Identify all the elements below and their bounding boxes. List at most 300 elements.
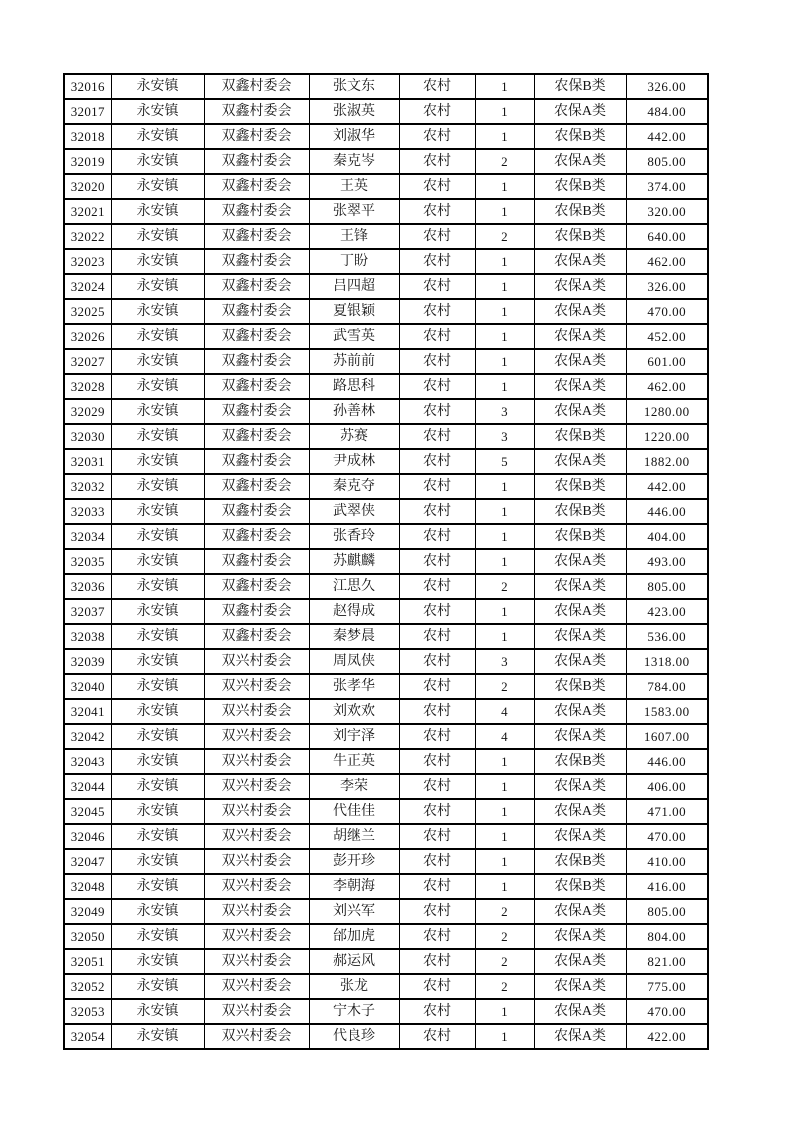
row-id-cell: 32020 [64,174,111,199]
town-cell: 永安镇 [111,899,204,924]
person-count-cell: 4 [475,699,534,724]
person-count-cell: 1 [475,549,534,574]
village-committee-cell: 双鑫村委会 [204,599,309,624]
table-row [64,299,708,324]
person-name-cell: 秦克夺 [309,474,399,499]
town-cell: 永安镇 [111,74,204,99]
person-name-cell: 胡继兰 [309,824,399,849]
person-name-cell: 张文东 [309,74,399,99]
village-committee-cell: 双鑫村委会 [204,524,309,549]
town-cell: 永安镇 [111,924,204,949]
village-committee-cell: 双鑫村委会 [204,174,309,199]
village-committee-cell: 双鑫村委会 [204,124,309,149]
amount-cell: 805.00 [626,149,708,174]
person-name-cell: 赵得成 [309,599,399,624]
town-cell: 永安镇 [111,274,204,299]
row-id-cell: 32032 [64,474,111,499]
category-cell: 农村 [399,499,475,524]
row-id-cell: 32036 [64,574,111,599]
category-cell: 农村 [399,674,475,699]
insurance-type-cell: 农保B类 [534,224,626,249]
village-committee-cell: 双鑫村委会 [204,249,309,274]
town-cell: 永安镇 [111,99,204,124]
category-cell: 农村 [399,949,475,974]
row-id-cell: 32052 [64,974,111,999]
amount-cell: 601.00 [626,349,708,374]
person-name-cell: 宁木子 [309,999,399,1024]
person-count-cell: 1 [475,299,534,324]
amount-cell: 404.00 [626,524,708,549]
village-committee-cell: 双鑫村委会 [204,324,309,349]
town-cell: 永安镇 [111,1024,204,1049]
amount-cell: 1882.00 [626,449,708,474]
town-cell: 永安镇 [111,624,204,649]
insurance-type-cell: 农保A类 [534,924,626,949]
village-committee-cell: 双鑫村委会 [204,449,309,474]
row-id-cell: 32051 [64,949,111,974]
table-row [64,524,708,549]
row-id-cell: 32046 [64,824,111,849]
town-cell: 永安镇 [111,249,204,274]
amount-cell: 326.00 [626,274,708,299]
town-cell: 永安镇 [111,374,204,399]
insurance-type-cell: 农保A类 [534,349,626,374]
table-row [64,649,708,674]
table-row [64,999,708,1024]
village-committee-cell: 双鑫村委会 [204,224,309,249]
insurance-type-cell: 农保B类 [534,424,626,449]
amount-cell: 462.00 [626,374,708,399]
town-cell: 永安镇 [111,424,204,449]
insurance-type-cell: 农保B类 [534,849,626,874]
amount-cell: 470.00 [626,999,708,1024]
town-cell: 永安镇 [111,174,204,199]
amount-cell: 470.00 [626,299,708,324]
category-cell: 农村 [399,324,475,349]
category-cell: 农村 [399,174,475,199]
table-row [64,949,708,974]
person-name-cell: 丁盼 [309,249,399,274]
amount-cell: 446.00 [626,499,708,524]
person-name-cell: 苏麒麟 [309,549,399,574]
row-id-cell: 32026 [64,324,111,349]
person-count-cell: 1 [475,624,534,649]
category-cell: 农村 [399,1024,475,1049]
town-cell: 永安镇 [111,474,204,499]
person-name-cell: 刘兴军 [309,899,399,924]
town-cell: 永安镇 [111,349,204,374]
village-committee-cell: 双鑫村委会 [204,274,309,299]
amount-cell: 1280.00 [626,399,708,424]
table-row [64,174,708,199]
village-committee-cell: 双兴村委会 [204,899,309,924]
insurance-type-cell: 农保A类 [534,99,626,124]
town-cell: 永安镇 [111,224,204,249]
insurance-type-cell: 农保A类 [534,324,626,349]
person-name-cell: 王英 [309,174,399,199]
row-id-cell: 32054 [64,1024,111,1049]
insurance-type-cell: 农保A类 [534,974,626,999]
person-count-cell: 1 [475,349,534,374]
person-name-cell: 孙善林 [309,399,399,424]
category-cell: 农村 [399,474,475,499]
amount-cell: 442.00 [626,474,708,499]
person-name-cell: 夏银颖 [309,299,399,324]
town-cell: 永安镇 [111,324,204,349]
person-count-cell: 1 [475,374,534,399]
category-cell: 农村 [399,124,475,149]
table-row [64,499,708,524]
category-cell: 农村 [399,824,475,849]
table-body [64,74,708,1049]
insurance-type-cell: 农保A类 [534,599,626,624]
row-id-cell: 32041 [64,699,111,724]
row-id-cell: 32039 [64,649,111,674]
insurance-type-cell: 农保A类 [534,824,626,849]
person-count-cell: 1 [475,799,534,824]
person-name-cell: 代良珍 [309,1024,399,1049]
table-row [64,474,708,499]
row-id-cell: 32027 [64,349,111,374]
person-name-cell: 张香玲 [309,524,399,549]
insurance-type-cell: 农保A类 [534,399,626,424]
category-cell: 农村 [399,724,475,749]
person-count-cell: 1 [475,99,534,124]
village-committee-cell: 双兴村委会 [204,699,309,724]
table-row [64,349,708,374]
category-cell: 农村 [399,74,475,99]
table-row [64,374,708,399]
town-cell: 永安镇 [111,874,204,899]
table-row [64,74,708,99]
table-row [64,599,708,624]
village-committee-cell: 双鑫村委会 [204,74,309,99]
person-name-cell: 张淑英 [309,99,399,124]
amount-cell: 326.00 [626,74,708,99]
person-name-cell: 张孝华 [309,674,399,699]
insurance-type-cell: 农保A类 [534,774,626,799]
table-row [64,199,708,224]
amount-cell: 1583.00 [626,699,708,724]
insurance-type-cell: 农保A类 [534,274,626,299]
table-row [64,149,708,174]
row-id-cell: 32022 [64,224,111,249]
person-name-cell: 郝运风 [309,949,399,974]
insurance-type-cell: 农保A类 [534,899,626,924]
amount-cell: 446.00 [626,749,708,774]
category-cell: 农村 [399,974,475,999]
row-id-cell: 32033 [64,499,111,524]
row-id-cell: 32030 [64,424,111,449]
village-committee-cell: 双鑫村委会 [204,349,309,374]
village-committee-cell: 双鑫村委会 [204,99,309,124]
insurance-type-cell: 农保A类 [534,699,626,724]
table-row [64,624,708,649]
table-row [64,774,708,799]
category-cell: 农村 [399,149,475,174]
category-cell: 农村 [399,924,475,949]
amount-cell: 320.00 [626,199,708,224]
person-name-cell: 苏前前 [309,349,399,374]
person-name-cell: 苏赛 [309,424,399,449]
person-count-cell: 1 [475,124,534,149]
person-count-cell: 3 [475,424,534,449]
insurance-type-cell: 农保B类 [534,74,626,99]
amount-cell: 536.00 [626,624,708,649]
table-row [64,699,708,724]
amount-cell: 416.00 [626,874,708,899]
person-name-cell: 尹成林 [309,449,399,474]
category-cell: 农村 [399,524,475,549]
person-name-cell: 李荣 [309,774,399,799]
row-id-cell: 32018 [64,124,111,149]
town-cell: 永安镇 [111,149,204,174]
table-row [64,749,708,774]
person-count-cell: 1 [475,849,534,874]
amount-cell: 805.00 [626,899,708,924]
row-id-cell: 32037 [64,599,111,624]
town-cell: 永安镇 [111,799,204,824]
category-cell: 农村 [399,224,475,249]
town-cell: 永安镇 [111,649,204,674]
table-row [64,224,708,249]
insurance-type-cell: 农保B类 [534,874,626,899]
table-row [64,724,708,749]
row-id-cell: 32025 [64,299,111,324]
insurance-type-cell: 农保B类 [534,499,626,524]
village-committee-cell: 双兴村委会 [204,999,309,1024]
table-row [64,399,708,424]
category-cell: 农村 [399,574,475,599]
table-row [64,99,708,124]
village-committee-cell: 双兴村委会 [204,824,309,849]
insurance-type-cell: 农保B类 [534,674,626,699]
insurance-type-cell: 农保B类 [534,174,626,199]
village-committee-cell: 双兴村委会 [204,1024,309,1049]
insurance-type-cell: 农保A类 [534,574,626,599]
amount-cell: 422.00 [626,1024,708,1049]
insurance-type-cell: 农保B类 [534,199,626,224]
town-cell: 永安镇 [111,949,204,974]
table-row [64,974,708,999]
person-count-cell: 1 [475,199,534,224]
row-id-cell: 32053 [64,999,111,1024]
town-cell: 永安镇 [111,449,204,474]
amount-cell: 493.00 [626,549,708,574]
insurance-type-cell: 农保A类 [534,724,626,749]
amount-cell: 784.00 [626,674,708,699]
person-count-cell: 2 [475,674,534,699]
village-committee-cell: 双鑫村委会 [204,424,309,449]
insurance-type-cell: 农保B类 [534,524,626,549]
person-count-cell: 2 [475,574,534,599]
town-cell: 永安镇 [111,399,204,424]
table-row [64,124,708,149]
insurance-type-cell: 农保A类 [534,799,626,824]
person-count-cell: 1 [475,74,534,99]
category-cell: 农村 [399,699,475,724]
table-row [64,824,708,849]
town-cell: 永安镇 [111,524,204,549]
person-count-cell: 4 [475,724,534,749]
village-committee-cell: 双鑫村委会 [204,574,309,599]
person-count-cell: 1 [475,824,534,849]
person-count-cell: 1 [475,874,534,899]
town-cell: 永安镇 [111,599,204,624]
category-cell: 农村 [399,274,475,299]
person-count-cell: 1 [475,1024,534,1049]
table-row [64,324,708,349]
person-name-cell: 张翠平 [309,199,399,224]
village-committee-cell: 双鑫村委会 [204,624,309,649]
town-cell: 永安镇 [111,499,204,524]
person-name-cell: 秦梦晨 [309,624,399,649]
town-cell: 永安镇 [111,749,204,774]
table-row [64,249,708,274]
town-cell: 永安镇 [111,549,204,574]
person-name-cell: 牛正英 [309,749,399,774]
person-count-cell: 1 [475,524,534,549]
category-cell: 农村 [399,849,475,874]
table-row [64,574,708,599]
category-cell: 农村 [399,374,475,399]
category-cell: 农村 [399,599,475,624]
category-cell: 农村 [399,999,475,1024]
category-cell: 农村 [399,249,475,274]
row-id-cell: 32031 [64,449,111,474]
person-name-cell: 武雪英 [309,324,399,349]
insurance-type-cell: 农保A类 [534,949,626,974]
village-committee-cell: 双鑫村委会 [204,399,309,424]
amount-cell: 406.00 [626,774,708,799]
category-cell: 农村 [399,349,475,374]
town-cell: 永安镇 [111,849,204,874]
row-id-cell: 32045 [64,799,111,824]
category-cell: 农村 [399,874,475,899]
village-committee-cell: 双兴村委会 [204,849,309,874]
town-cell: 永安镇 [111,674,204,699]
insurance-type-cell: 农保B类 [534,124,626,149]
person-name-cell: 江思久 [309,574,399,599]
person-count-cell: 1 [475,749,534,774]
table-row [64,849,708,874]
amount-cell: 1607.00 [626,724,708,749]
insurance-type-cell: 农保A类 [534,649,626,674]
person-count-cell: 2 [475,974,534,999]
amount-cell: 640.00 [626,224,708,249]
person-count-cell: 3 [475,399,534,424]
town-cell: 永安镇 [111,974,204,999]
person-count-cell: 2 [475,924,534,949]
row-id-cell: 32029 [64,399,111,424]
row-id-cell: 32049 [64,899,111,924]
village-committee-cell: 双鑫村委会 [204,149,309,174]
category-cell: 农村 [399,624,475,649]
person-count-cell: 2 [475,149,534,174]
insurance-type-cell: 农保A类 [534,374,626,399]
row-id-cell: 32048 [64,874,111,899]
row-id-cell: 32035 [64,549,111,574]
person-name-cell: 李朝海 [309,874,399,899]
town-cell: 永安镇 [111,699,204,724]
person-name-cell: 刘宇泽 [309,724,399,749]
person-count-cell: 3 [475,649,534,674]
person-count-cell: 2 [475,899,534,924]
category-cell: 农村 [399,799,475,824]
town-cell: 永安镇 [111,824,204,849]
town-cell: 永安镇 [111,999,204,1024]
village-committee-cell: 双鑫村委会 [204,374,309,399]
row-id-cell: 32028 [64,374,111,399]
person-count-cell: 1 [475,499,534,524]
town-cell: 永安镇 [111,724,204,749]
row-id-cell: 32040 [64,674,111,699]
row-id-cell: 32042 [64,724,111,749]
row-id-cell: 32021 [64,199,111,224]
person-name-cell: 邰加虎 [309,924,399,949]
town-cell: 永安镇 [111,199,204,224]
row-id-cell: 32050 [64,924,111,949]
person-count-cell: 1 [475,474,534,499]
table-row [64,899,708,924]
amount-cell: 410.00 [626,849,708,874]
row-id-cell: 32044 [64,774,111,799]
village-committee-cell: 双兴村委会 [204,774,309,799]
person-name-cell: 周凤侠 [309,649,399,674]
person-count-cell: 2 [475,224,534,249]
village-committee-cell: 双兴村委会 [204,949,309,974]
person-name-cell: 刘淑华 [309,124,399,149]
person-count-cell: 2 [475,949,534,974]
village-committee-cell: 双兴村委会 [204,724,309,749]
category-cell: 农村 [399,399,475,424]
insurance-type-cell: 农保A类 [534,249,626,274]
benefit-table [63,73,709,1050]
town-cell: 永安镇 [111,774,204,799]
insurance-type-cell: 农保B类 [534,474,626,499]
village-committee-cell: 双兴村委会 [204,924,309,949]
table-row [64,274,708,299]
person-name-cell: 刘欢欢 [309,699,399,724]
amount-cell: 470.00 [626,824,708,849]
person-name-cell: 秦克岑 [309,149,399,174]
category-cell: 农村 [399,549,475,574]
village-committee-cell: 双兴村委会 [204,974,309,999]
row-id-cell: 32023 [64,249,111,274]
person-name-cell: 彭开珍 [309,849,399,874]
person-name-cell: 代佳佳 [309,799,399,824]
table-row [64,924,708,949]
village-committee-cell: 双兴村委会 [204,799,309,824]
village-committee-cell: 双鑫村委会 [204,549,309,574]
insurance-type-cell: 农保A类 [534,149,626,174]
category-cell: 农村 [399,449,475,474]
amount-cell: 1318.00 [626,649,708,674]
category-cell: 农村 [399,99,475,124]
row-id-cell: 32038 [64,624,111,649]
row-id-cell: 32047 [64,849,111,874]
person-count-cell: 1 [475,174,534,199]
category-cell: 农村 [399,299,475,324]
village-committee-cell: 双兴村委会 [204,674,309,699]
village-committee-cell: 双兴村委会 [204,649,309,674]
village-committee-cell: 双兴村委会 [204,749,309,774]
row-id-cell: 32034 [64,524,111,549]
insurance-type-cell: 农保B类 [534,749,626,774]
amount-cell: 462.00 [626,249,708,274]
person-name-cell: 路思科 [309,374,399,399]
table-row [64,1024,708,1049]
